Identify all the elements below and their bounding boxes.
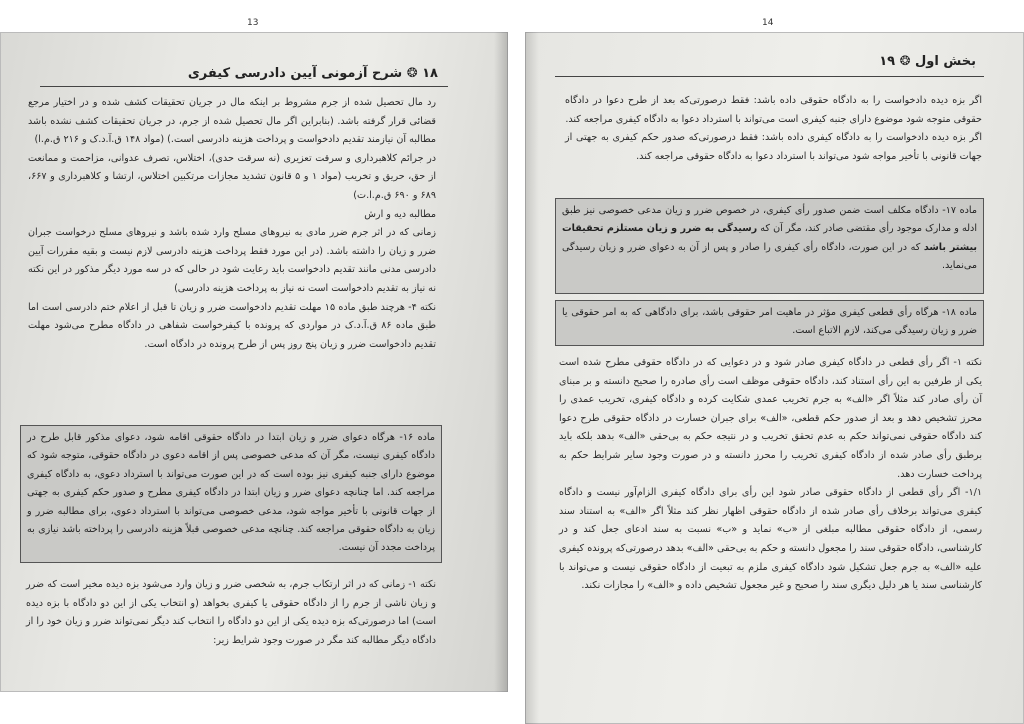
article-17-box: [555, 198, 984, 294]
right-page-header: بخش اول ❂ ۱۹: [879, 54, 976, 69]
article-17-emphasis: رسیدگی به ضرر و زیان مستلزم تحقیقات بیشتر باشد: [562, 223, 977, 253]
right-page-number: 14: [762, 18, 774, 28]
note-1-1: ۱/۱- اگر رأی قطعی از دادگاه حقوقی صادر شود این رأی برای دادگاه کیفری الزام‌آور نیست و دادگاه کیفری می‌تواند برخلاف رأی صادر شده از دادگاه حقوقی اظهار نظر کند مثلاً اگر «الف» به استناد سند رسمی، از دادگاه حقوقی مطالبه مبلغی از «ب» نماید و «ب» نسبت به سند ادعای جعل کند و در کارشناسی، دادگاه حقوقی سند را مجعول دانسته و حکم به بی‌حقی «الف» بدهد درصورتی‌که پرونده کیفری علیه «الف» به جرم جعل تشکیل شود دادگاه کیفری ملزم به تبعیت از دادگاه حقوقی نیست و می‌تواند با کارشناسی سند یا هر دلیل دیگری سند را صحیح و غیر مجعول تشخیص داده و «الف» را مجازات نکند.: [559, 487, 982, 592]
list-item: در جرائم کلاهبرداری و سرقت تعزیری (نه سرقت حدی)، اختلاس، تصرف عدوانی، مزاحمت و ممانعت از حق، حریق و تخریب (مواد ۱ و ۵ قانون تشدید مجازات مرتکبین اختلاس، ارتشا و کلاهبرداری و ۶۶۷، ۶۸۹ و ۶۹۰ ق.م.ا.ت): [28, 152, 436, 201]
list-item: رد مال تحصیل شده از جرم مشروط بر اینکه مال در جریان تحقیقات کشف شده و در اختیار مرجع قضائی قرار گرفته باشد. (بنابراین اگر مال تحصیل شده از جرم، در جریان تحقیقات کشف نشده باشد مطالبه آن نیازمند تقدیم دادخواست و پرداخت هزینه دادرسی است.) (مواد ۱۴۸ ق.آ.د.ک و ۲۱۶ ق.م.ا): [28, 97, 436, 146]
header-divider: [555, 76, 984, 77]
left-note-1: نکته ۱- زمانی که در اثر ارتکاب جرم، به شخصی ضرر و زیان وارد می‌شود بزه دیده مخیر است که ضرر و زیان ناشی از جرم را از دادگاه حقوقی یا کیفری بخواهد (و انتخاب یکی از این دو دادگاه با بزه دیده است) اما درصورتی‌که بزه دیده یکی از این دو دادگاه را انتخاب کند دیگر نمی‌تواند ضرر و زیان خود را از دادگاه دیگر مطالبه کند مگر در صورت وجود شرایط زیر:: [26, 579, 436, 646]
article-17-text: ماده ۱۷- دادگاه مکلف است ضمن صدور رأی کیفری، در خصوص ضرر و زیان مدعی خصوصی نیز طبق ادله و مدارک موجود رأی مقتضی صادر کند، مگر آن که: [562, 205, 977, 235]
list-item: زمانی که در اثر جرم ضرر مادی به نیروهای مسلح وارد شده باشد و نیروهای مسلح درخواست جبران ضرر و زیان را داشته باشد. (در این مورد فقط پرداخت هزینه دادرسی لازم نیست و بقیه مقررات آیین دادرسی مدنی مانند تقدیم دادخواست باید رعایت شود در حالی که در سه مورد دیگر مذکور در این نکته نه نیاز به تقدیم دادخواست است نه نیاز به پرداخت هزینه دادرسی): [28, 227, 436, 294]
article-16-box: ماده ۱۶- هرگاه دعوای ضرر و زیان ابتدا در دادگاه حقوقی اقامه شود، دعوای مذکور قابل طرح در دادگاه کیفری نیست، مگر آن که مدعی خصوصی پس از اقامه دعوی در دادگاه حقوقی، متوجه شود که موضوع دارای جنبه کیفری نیز بوده است که در این صورت می‌تواند با استرداد دعوی، به دادگاه کیفری مراجعه کند. اما چنانچه دعوای ضرر و زیان ابتدا در دادگاه کیفری مطرح و صدور حکم کیفری به جهتی از جهات قانونی با تأخیر مواجه شود، مدعی خصوصی می‌تواند با استرداد دعوی، برای مطالبه ضرر و زیان به دادگاه حقوقی مراجعه کند. چنانچه مدعی خصوصی قبلاً هزینه دادرسی را پرداخته باشد نیازی به پرداخت مجدد آن نیست.: [20, 425, 442, 563]
left-page-photo: [0, 32, 508, 692]
page-edge-shadow: [494, 32, 508, 692]
right-page-photo: [525, 32, 1024, 724]
right-bullet-list: [565, 92, 982, 166]
list-item: مطالبه دیه و ارش: [364, 208, 436, 220]
list-item: اگر بزه دیده دادخواست را به دادگاه حقوقی داده باشد: فقط درصورتی‌که بعد از طرح دعوا در دادگاه حقوقی متوجه شود موضوع دارای جنبه کیفری است می‌تواند با استرداد دعوا به دادگاه کیفری مراجعه کند.: [565, 95, 982, 125]
article-18-box: ماده ۱۸- هرگاه رأی قطعی کیفری مؤثر در ماهیت امر حقوقی باشد، برای دادگاهی که به امر حقوقی یا ضرر و زیان رسیدگی می‌کند، لازم الاتباع است.: [555, 300, 984, 346]
page-edge-shadow: [525, 32, 539, 724]
left-bullet-list: [28, 94, 436, 354]
right-notes: [559, 354, 982, 596]
header-divider: [40, 86, 448, 87]
left-page-number: 13: [247, 18, 259, 28]
left-page-header: ۱۸ ❂ شرح آزمونی آیین دادرسی کیفری: [187, 66, 438, 81]
note-1: نکته ۱- اگر رأی قطعی در دادگاه کیفری صادر شود و در دعوایی که در دادگاه حقوقی مطرح شده است یکی از طرفین به این رأی استناد کند، دادگاه حقوقی موظف است رأی صادره را صحیح دانسته و بر مبنای آن رأی صادر کند مثلاً اگر «الف» به جرم تخریب عمدی شکایت کرده و دادگاه کیفری، تخریب عمدی را محرز تشخیص دهد و بعد از صدور حکم قطعی، «الف» برای جبران خسارت در دادگاه حقوقی طرح دعوا کند دادگاه حقوقی نمی‌تواند حکم به عدم تحقق تخریب و در نتیجه حکم به بی‌حقی «الف» بدهد بلکه باید برطبق رأی صادر شده از دادگاه کیفری تخریب را محرز دانسته و در صورت وجود سایر شرایط حکم به پرداخت خسارت دهد.: [559, 357, 982, 480]
article-17-text-end: که در این صورت، دادگاه رأی کیفری را صادر و پس از آن به دعوای ضرر و زیان رسیدگی می‌نماید.: [562, 241, 977, 272]
note-4: نکته ۴- هرچند طبق ماده ۱۵ مهلت تقدیم دادخواست ضرر و زیان تا قبل از اعلام ختم دادرسی است اما طبق ماده ۸۶ ق.آ.د.ک در مواردی که پرونده با کیفرخواست شفاهی در دادگاه مطرح می‌شود مهلت تقدیم دادخواست ضرر و زیان پنج روز پس از طرح پرونده در دادگاه است.: [28, 301, 436, 350]
list-item: اگر بزه دیده دادخواست را به دادگاه کیفری داده باشد: فقط درصورتی‌که صدور حکم کیفری به جهتی از جهات قانونی با تأخیر مواجه شود می‌تواند با استرداد دعوا به دادگاه حقوقی مراجعه کند.: [565, 132, 982, 162]
